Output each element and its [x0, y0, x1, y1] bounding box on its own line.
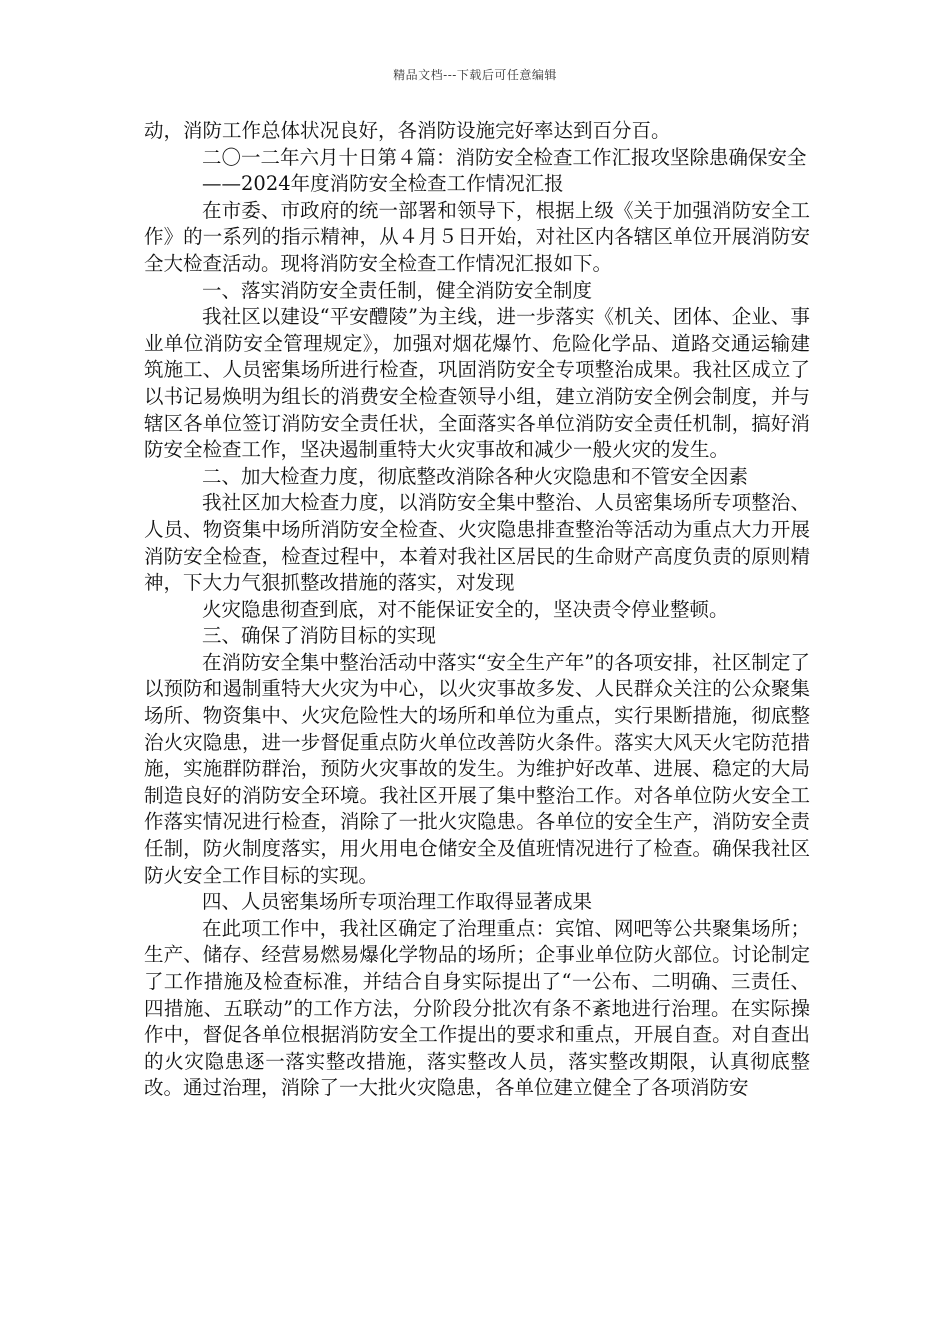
page-header: 精品文档---下载后可任意编辑: [393, 68, 557, 82]
paragraph-section-3: 在消防安全集中整治活动中落实“安全生产年”的各项安排，社区制定了以预防和遏制重特大火灾为中心，以火灾事故多发、人民群众关注的公众聚集场所、物资集中、火灾危险性大的场所和单位为重点，实行果断措施，彻底整治火灾隐患，进一步督促重点防火单位改善防火条件。落实大风天火宅防范措施，实施群防群治，预防火灾事故的发生。为维护好改革、进展、稳定的大局制造良好的消防安全环境。我社区开展了集中整治工作。对各单位防火安全工作落实情况进行检查，消除了一批火灾隐患。各单位的安全生产，消防安全责任制，防火制度落实，用火用电仓储安全及值班情况进行了检查。确保我社区防火安全工作目标的实现。: [144, 650, 810, 887]
document-body: [144, 118, 810, 1102]
paragraph-section-4: 在此项工作中，我社区确定了治理重点：宾馆、网吧等公共聚集场所；生产、储存、经营易燃易爆化学物品的场所；企事业单位防火部位。讨论制定了工作措施及检查标准，并结合自身实际提出了“一公布、二明确、三责任、四措施、五联动”的工作方法，分阶段分批次有条不紊地进行治理。在实际操作中，督促各单位根据消防安全工作提出的要求和重点，开展自查。对自查出的火灾隐患逐一落实整改措施，落实整改人员，落实整改期限，认真彻底整改。通过治理，消除了一大批火灾隐患，各单位建立健全了各项消防安: [144, 916, 810, 1100]
section-heading-2: 二、加大检查力度，彻底整改消除各种火灾隐患和不管安全因素: [202, 464, 749, 488]
section-heading-1: 一、落实消防安全责任制，健全消防安全制度: [202, 278, 593, 302]
paragraph-section-1: 我社区以建设“平安醴陵”为主线，进一步落实《机关、团体、企业、事业单位消防安全管理规定》，加强对烟花爆竹、危险化学品、道路交通运输建筑施工、人员密集场所进行检查，巩固消防安全专项整治成果。我社区成立了以书记易焕明为组长的消费安全检查领导小组，建立消防安全例会制度，并与辖区各单位签订消防安全责任状，全面落实各单位消防安全责任机制，搞好消防安全检查工作，坚决遏制重特大火灾事故和减少一般火灾的发生。: [144, 305, 810, 462]
paragraph-date-and-article-title: 二〇一二年六月十日第４篇：消防安全检查工作汇报攻坚除患确保安全: [202, 145, 807, 169]
section-heading-4: 四、人员密集场所专项治理工作取得显著成果: [202, 890, 593, 914]
paragraph-intro: 在市委、市政府的统一部署和领导下，根据上级《关于加强消防安全工作》的一系列的指示精神，从４月５日开始，对社区内各辖区单位开展消防安全大检查活动。现将消防安全检查工作情况汇报如下。: [144, 198, 810, 275]
paragraph-continuation: 动，消防工作总体状况良好，各消防设施完好率达到百分百。: [144, 119, 671, 142]
paragraph-section-2-continued: 火灾隐患彻查到底，对不能保证安全的，坚决责令停业整顿。: [202, 597, 729, 621]
paragraph-section-2: 我社区加大检查力度，以消防安全集中整治、人员密集场所专项整治、人员、物资集中场所消防安全检查、火灾隐患排查整治等活动为重点大力开展消防安全检查，检查过程中，本着对我社区居民的生命财产高度负责的原则精神，下大力气狠抓整改措施的落实，对发现: [144, 491, 810, 595]
section-heading-3: 三、确保了消防目标的实现: [202, 624, 437, 648]
article-subtitle: ——2024年度消防安全检查工作情况汇报: [202, 172, 564, 196]
